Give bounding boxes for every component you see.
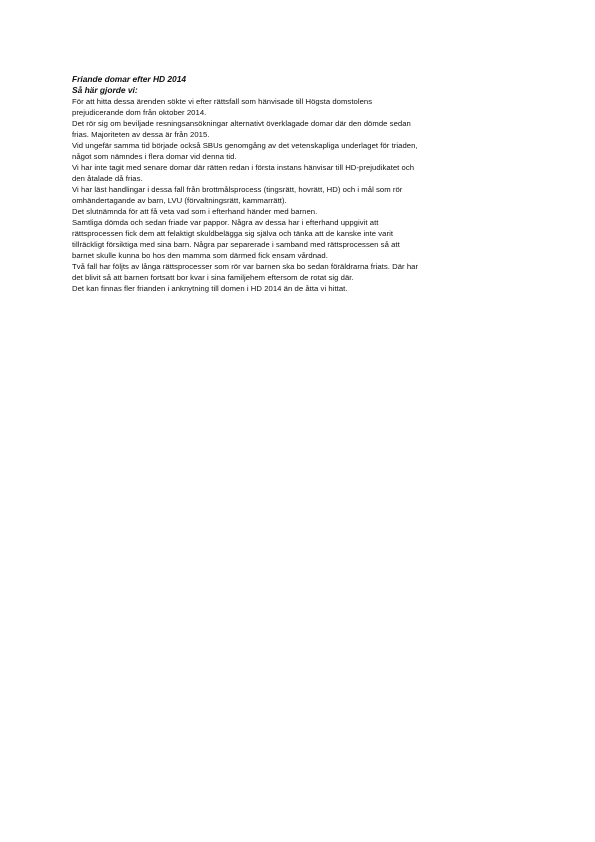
paragraph-exclusions (72, 162, 532, 184)
text-line: den åtalade då frias. (72, 174, 143, 183)
paragraph-sbu-review (72, 140, 532, 162)
text-line: Det slutnämnda för att få veta vad som i efterhand händer med barnen. (72, 207, 318, 216)
document-subtitle: Så här gjorde vi: (72, 85, 138, 95)
paragraph-search-method (72, 96, 532, 118)
paragraph-case-types (72, 118, 532, 140)
text-line: något som nämndes i flera domar vid denna tid. (72, 152, 237, 161)
text-line: Det kan finnas fler frianden i anknytning till domen i HD 2014 än de åtta vi hittat. (72, 284, 348, 293)
text-line: Det rör sig om beviljade resningsansökningar alternativt överklagade domar där den dömde sedan (72, 119, 411, 128)
text-line: Vid ungefär samma tid började också SBUs genomgång av det vetenskapliga underlaget för triaden, (72, 141, 418, 150)
paragraph-purpose (72, 206, 532, 217)
text-line: omhändertagande av barn, LVU (förvaltningsrätt, kammarrätt). (72, 196, 287, 205)
text-line: det blivit så att barnen fortsatt bor kvar i sina familjehem eftersom de rotat sig där. (72, 273, 354, 282)
text-line: För att hitta dessa ärenden sökte vi efter rättsfall som hänvisade till Högsta domstolens (72, 97, 373, 106)
text-line: rättsprocessen fick dem att felaktigt skuldbelägga sig själva och tänka att de kanske inte varit (72, 229, 394, 238)
paragraph-more-cases (72, 283, 532, 294)
text-line: barnet skulle kunna bo hos den mamma som därmed fick ensam vårdnad. (72, 251, 328, 260)
text-line: Vi har läst handlingar i dessa fall från brottmålsprocess (tingsrätt, hovrätt, HD) och i mål som rör (72, 185, 403, 194)
text-line: prejudicerande dom från oktober 2014. (72, 108, 207, 117)
document-title: Friande domar efter HD 2014 (72, 74, 187, 84)
text-line: tillräckligt försiktiga med sina barn. Några par separerade i samband med rättsprocessen så att (72, 240, 400, 249)
document-body (72, 74, 532, 294)
text-line: Vi har inte tagit med senare domar där rätten redan i första instans hänvisar till HD-prejudikatet och (72, 163, 415, 172)
paragraph-custody-cases (72, 261, 532, 283)
text-line: frias. Majoriteten av dessa är från 2015. (72, 130, 210, 139)
text-line: Två fall har följts av långa rättsprocesser som rör var barnen ska bo sedan föräldrarna friats. Där har (72, 262, 419, 271)
paragraph-sources (72, 184, 532, 206)
text-line: Samtliga dömda och sedan friade var pappor. Några av dessa har i efterhand uppgivit att (72, 218, 379, 227)
paragraph-fathers (72, 217, 532, 261)
